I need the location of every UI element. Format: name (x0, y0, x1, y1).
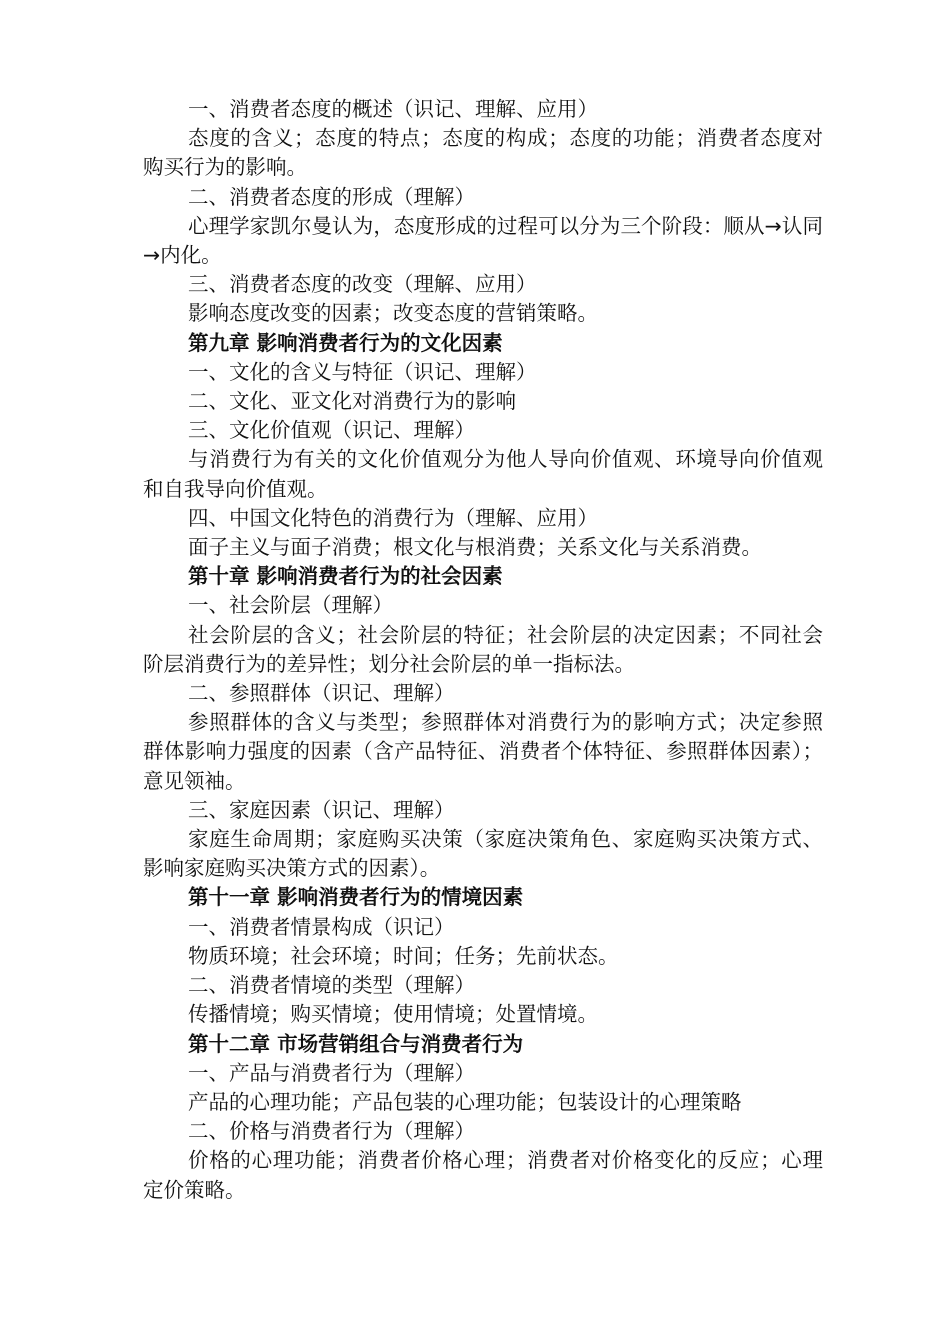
section-heading: 一、文化的含义与特征（识记、理解） (188, 359, 537, 384)
body-paragraph: 心理学家凯尔曼认为，态度形成的过程可以分为三个阶段：顺从→认同→内化。 (143, 213, 823, 268)
section-heading: 一、消费者情景构成（识记） (188, 914, 455, 939)
section-heading: 一、产品与消费者行为（理解） (188, 1060, 475, 1085)
document-body (143, 95, 823, 1205)
section-heading: 二、参照群体（识记、理解） (188, 681, 455, 706)
section-heading: 一、社会阶层（理解） (188, 593, 393, 618)
body-paragraph: 面子主义与面子消费；根文化与根消费；关系文化与关系消费。 (188, 535, 762, 560)
body-paragraph: 社会阶层的含义；社会阶层的特征；社会阶层的决定因素；不同社会阶层消费行为的差异性；划分社会阶层的单一指标法。 (143, 622, 823, 676)
body-paragraph: 产品的心理功能；产品包装的心理功能；包装设计的心理策略 (188, 1089, 742, 1114)
section-heading: 二、价格与消费者行为（理解） (188, 1119, 475, 1144)
chapter-heading: 第十一章 影响消费者行为的情境因素 (188, 885, 524, 910)
chapter-heading: 第十二章 市场营销组合与消费者行为 (188, 1031, 524, 1056)
chapter-heading: 第九章 影响消费者行为的文化因素 (188, 330, 503, 355)
section-heading: 三、家庭因素（识记、理解） (188, 797, 455, 822)
section-heading: 三、文化价值观（识记、理解） (188, 418, 475, 443)
body-paragraph: 物质环境；社会环境；时间；任务；先前状态。 (188, 943, 619, 968)
section-heading: 二、文化、亚文化对消费行为的影响 (188, 389, 516, 414)
section-heading: 三、消费者态度的改变（理解、应用） (188, 272, 537, 297)
body-paragraph: 影响态度改变的因素；改变态度的营销策略。 (188, 301, 598, 326)
body-paragraph: 参照群体的含义与类型；参照群体对消费行为的影响方式；决定参照群体影响力强度的因素（含产品特征、消费者个体特征、参照群体因素）；意见领袖。 (143, 710, 823, 793)
body-paragraph: 价格的心理功能；消费者价格心理；消费者对价格变化的反应；心理定价策略。 (143, 1148, 823, 1202)
body-paragraph: 家庭生命周期；家庭购买决策（家庭决策角色、家庭购买决策方式、影响家庭购买决策方式的因素）。 (143, 827, 823, 881)
section-heading: 二、消费者态度的形成（理解） (188, 184, 475, 209)
section-heading: 二、消费者情境的类型（理解） (188, 973, 475, 998)
body-paragraph: 与消费行为有关的文化价值观分为他人导向价值观、环境导向价值观和自我导向价值观。 (143, 447, 823, 501)
chapter-heading: 第十章 影响消费者行为的社会因素 (188, 564, 503, 589)
section-heading: 一、消费者态度的概述（识记、理解、应用） (188, 97, 598, 121)
body-paragraph: 传播情境；购买情境；使用情境；处置情境。 (188, 1002, 598, 1027)
section-heading: 四、中国文化特色的消费行为（理解、应用） (188, 505, 598, 530)
body-paragraph: 态度的含义；态度的特点；态度的构成；态度的功能；消费者态度对购买行为的影响。 (143, 126, 823, 180)
